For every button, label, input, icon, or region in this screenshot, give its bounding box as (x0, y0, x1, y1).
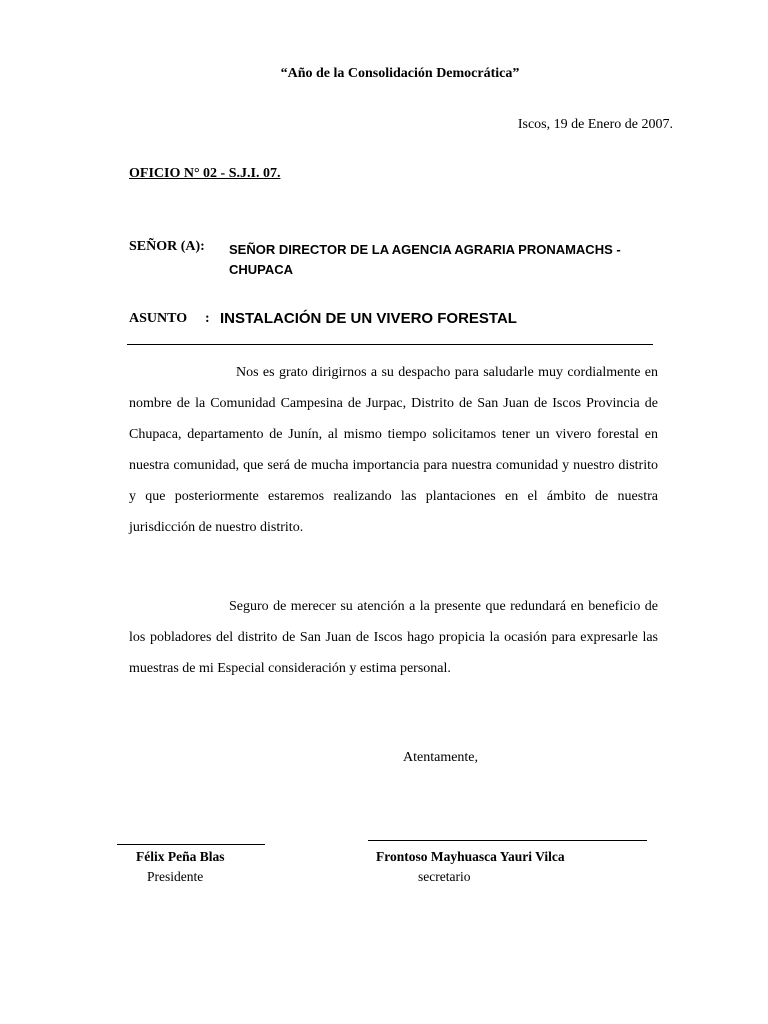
recipient-value: SEÑOR DIRECTOR DE LA AGENCIA AGRARIA PRONAMACHS - CHUPACA (229, 242, 621, 277)
place-date: Iscos, 19 de Enero de 2007. (517, 117, 673, 132)
closing: Atentamente, (403, 750, 479, 765)
header-divider (127, 344, 653, 345)
body-paragraph-1: Nos es grato dirigirnos a su despacho para saludarle muy cordialmente en nombre de la Comunidad Campesina de Jurpac, Distrito de San Juan de Iscos Provincia de Chupaca, departamento de Junín, al mismo tiempo solicitamos tener un vivero forestal en nuestra comunidad, que será de mucha importancia para nuestra comunidad y nuestro distrito y que posteriormente estaremos realizando las plantaciones en el ámbito de nuestra jurisdicción de nuestro distrito. (129, 365, 658, 535)
signer-role-secretary: secretario (418, 869, 471, 884)
body-paragraph-2: Seguro de merecer su atención a la presente que redundará en beneficio de los pobladores del distrito de San Juan de Iscos hago propicia la ocasión para expresarle las muestras de mi Especial consideración y estima personal. (129, 599, 658, 676)
signature-line-secretary (368, 840, 647, 841)
motto-heading: “Año de la Consolidación Democrática” (280, 66, 520, 81)
subject-label: ASUNTO (129, 311, 188, 326)
signer-name-president: Félix Peña Blas (136, 849, 225, 864)
oficio-number: OFICIO N° 02 - S.J.I. 07. (129, 166, 281, 181)
signer-name-secretary: Frontoso Mayhuasca Yauri Vilca (376, 849, 565, 864)
subject-colon: : (205, 311, 210, 326)
signer-role-president: Presidente (147, 869, 204, 884)
signature-line-president (117, 844, 265, 845)
subject-value: INSTALACIÓN DE UN VIVERO FORESTAL (220, 310, 517, 327)
recipient-label: SEÑOR (A): (129, 239, 205, 254)
